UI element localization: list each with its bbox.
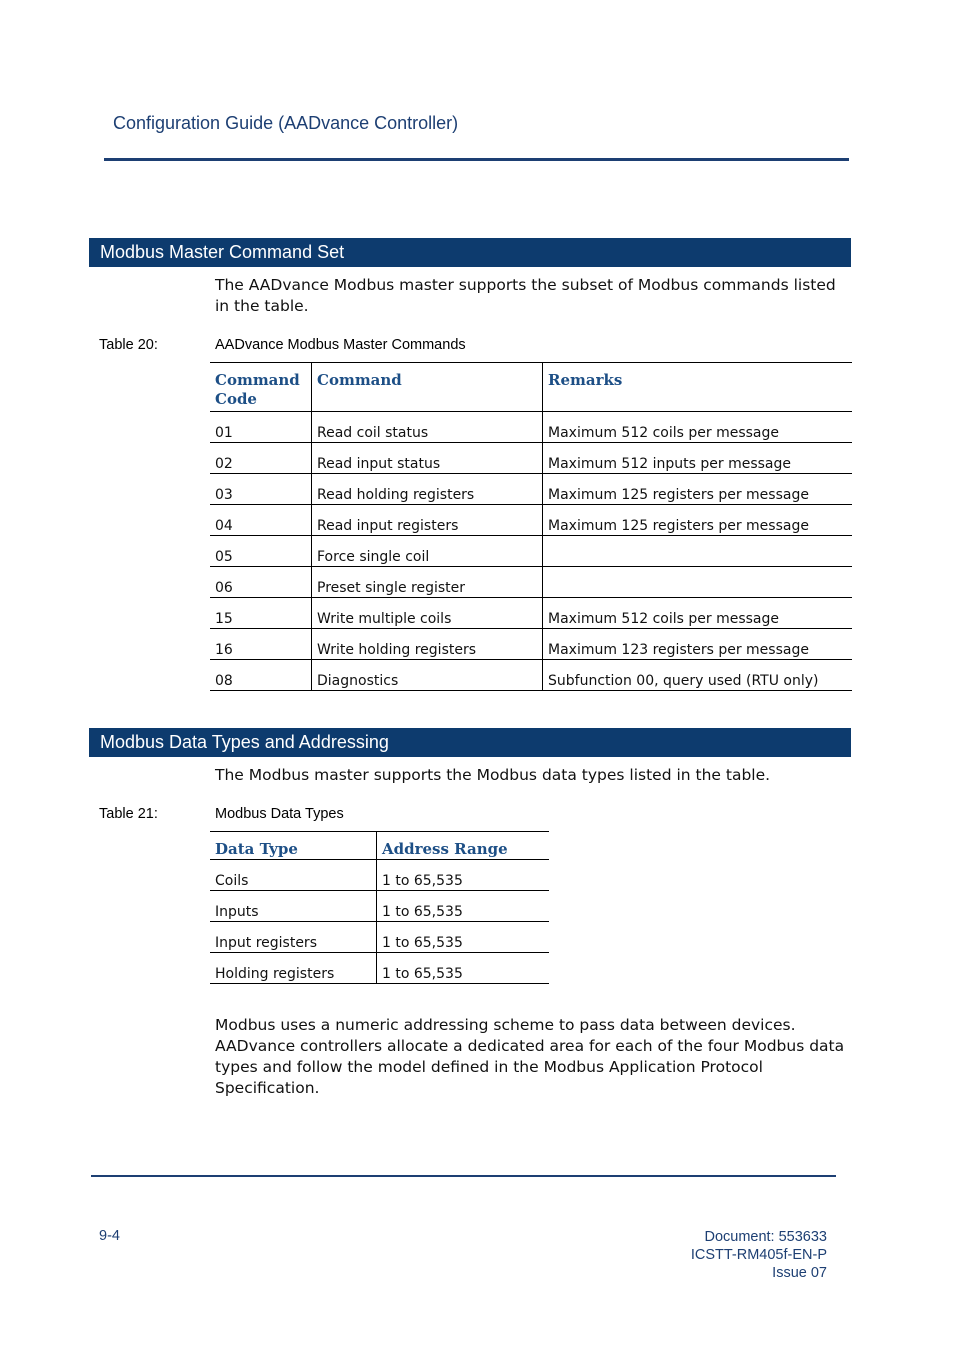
table-cell: Maximum 512 coils per message <box>543 412 853 443</box>
table-cell: 08 <box>215 673 233 689</box>
column-header: Command Code <box>215 371 300 408</box>
table-caption-title: Modbus Data Types <box>215 806 344 822</box>
table-cell: Holding registers <box>215 966 335 982</box>
table-row <box>210 922 549 953</box>
table-cell: Diagnostics <box>312 660 543 691</box>
table-cell: Coils <box>215 873 249 889</box>
table-cell: 02 <box>215 456 233 472</box>
document-info <box>691 1228 827 1282</box>
table-cell: Read coil status <box>312 412 543 443</box>
table-cell: 1 to 65,535 <box>377 953 550 984</box>
table-caption-label: Table 21: <box>99 806 158 822</box>
table-cell: Write multiple coils <box>312 598 543 629</box>
document-issue: Issue 07 <box>772 1265 827 1281</box>
table-cell <box>543 536 853 567</box>
table-row <box>210 891 549 922</box>
table-row <box>210 474 852 505</box>
table-cell: Maximum 125 registers per message <box>543 474 853 505</box>
column-header: Command <box>312 363 543 412</box>
table-cell: 05 <box>215 549 233 565</box>
table-row <box>210 860 549 891</box>
table-cell: Read input registers <box>312 505 543 536</box>
table-row <box>210 629 852 660</box>
table-cell: 16 <box>215 642 233 658</box>
table-row <box>210 567 852 598</box>
table-header-row <box>210 363 852 412</box>
section-intro-text: The Modbus master supports the Modbus data types listed in the table. <box>215 766 771 784</box>
running-header-title: Configuration Guide (AADvance Controller) <box>113 113 459 133</box>
table-cell <box>543 567 853 598</box>
table-cell: 15 <box>215 611 233 627</box>
column-header: Address Range <box>377 832 550 860</box>
page-number: 9-4 <box>99 1228 120 1244</box>
document-number: Document: 553633 <box>704 1229 827 1245</box>
table-row <box>210 443 852 474</box>
table-caption-label: Table 20: <box>99 337 158 353</box>
table-cell: 04 <box>215 518 233 534</box>
table-cell: Write holding registers <box>312 629 543 660</box>
table-cell: Maximum 123 registers per message <box>543 629 853 660</box>
addressing-paragraph: Modbus uses a numeric addressing scheme to pass data between devices. AADvance controllers allocate a dedicated area for each of the four Modbus data types and follow the model defined in the Modbus Application Protocol Specification. <box>215 1016 845 1097</box>
table-cell: Subfunction 00, query used (RTU only) <box>543 660 853 691</box>
table-cell: Input registers <box>215 935 317 951</box>
table-cell: Maximum 512 inputs per message <box>543 443 853 474</box>
section-heading-data-types: Modbus Data Types and Addressing <box>89 728 851 757</box>
header-divider <box>104 158 849 161</box>
table-cell: 1 to 65,535 <box>377 860 550 891</box>
table-cell: Read input status <box>312 443 543 474</box>
table-caption-title: AADvance Modbus Master Commands <box>215 337 466 353</box>
table-row <box>210 953 549 984</box>
section-intro-text: The AADvance Modbus master supports the subset of Modbus commands listed in the table. <box>215 276 836 315</box>
table-cell: 06 <box>215 580 233 596</box>
table-cell: Force single coil <box>312 536 543 567</box>
table-cell: 03 <box>215 487 233 503</box>
table-cell: Preset single register <box>312 567 543 598</box>
table-row <box>210 412 852 443</box>
table-row <box>210 660 852 691</box>
table-row <box>210 536 852 567</box>
table-header-row <box>210 832 549 860</box>
modbus-data-types-table <box>210 831 549 984</box>
document-code: ICSTT-RM405f-EN-P <box>690 1247 827 1263</box>
table-cell: 1 to 65,535 <box>377 891 550 922</box>
section-heading-command-set: Modbus Master Command Set <box>89 238 851 267</box>
footer-divider <box>91 1175 836 1177</box>
table-cell: 1 to 65,535 <box>377 922 550 953</box>
table-row <box>210 598 852 629</box>
column-header: Remarks <box>543 363 853 412</box>
table-cell: Inputs <box>215 904 259 920</box>
table-cell: Maximum 512 coils per message <box>543 598 853 629</box>
table-cell: 01 <box>215 425 233 441</box>
table-cell: Read holding registers <box>312 474 543 505</box>
column-header: Data Type <box>215 840 298 858</box>
table-cell: Maximum 125 registers per message <box>543 505 853 536</box>
modbus-commands-table <box>210 362 852 691</box>
table-row <box>210 505 852 536</box>
